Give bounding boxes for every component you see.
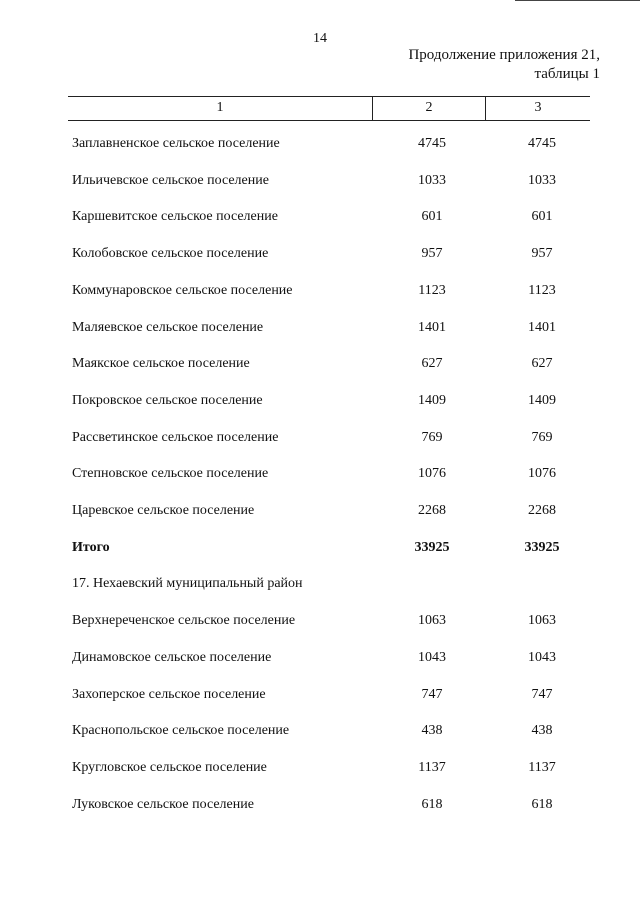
section-title: 17. Нехаевский муниципальный район [72, 576, 303, 591]
table-row [0, 243, 640, 265]
row-value-col2: 1033 [418, 173, 446, 188]
table-row [0, 390, 640, 412]
row-value-col2: 747 [421, 687, 443, 702]
row-name: Покровское сельское поселение [72, 393, 263, 408]
row-value-col2: 1123 [418, 283, 446, 298]
row-value-col3: 33925 [524, 540, 560, 555]
table-row [0, 427, 640, 449]
row-name: Захоперское сельское поселение [72, 687, 266, 702]
table-row [0, 647, 640, 669]
table-row [0, 684, 640, 706]
table-row [0, 206, 640, 228]
table-row [0, 500, 640, 522]
row-value-col2: 2268 [418, 503, 446, 518]
column-header-2: 2 [373, 96, 486, 120]
row-value-col2: 4745 [418, 136, 446, 151]
top-rule [515, 0, 640, 1]
row-value-col2: 957 [421, 246, 443, 261]
row-value-col3: 601 [531, 209, 553, 224]
row-value-col2: 438 [421, 723, 443, 738]
row-name: Маякское сельское поселение [72, 356, 250, 371]
column-header-1: 1 [68, 96, 373, 120]
row-name: Каршевитское сельское поселение [72, 209, 278, 224]
row-value-col2: 33925 [414, 540, 450, 555]
row-value-col3: 1137 [528, 760, 556, 775]
row-name: Рассветинское сельское поселение [72, 430, 279, 445]
page-number: 14 [313, 31, 327, 46]
continuation-line-2: таблицы 1 [534, 66, 600, 82]
row-name: Маляевское сельское поселение [72, 320, 264, 335]
total-row [0, 537, 640, 559]
row-value-col2: 1063 [418, 613, 446, 628]
row-value-col2: 769 [421, 430, 443, 445]
row-value-col2: 1409 [418, 393, 446, 408]
table-row [0, 317, 640, 339]
row-value-col3: 627 [531, 356, 553, 371]
table-row [0, 463, 640, 485]
row-value-col2: 627 [421, 356, 443, 371]
row-value-col3: 747 [531, 687, 553, 702]
table-row [0, 353, 640, 375]
row-name: Верхнереченское сельское поселение [72, 613, 296, 628]
continuation-note [408, 46, 600, 84]
row-name: Заплавненское сельское поселение [72, 136, 280, 151]
row-name: Царевское сельское поселение [72, 503, 255, 518]
table-row [0, 170, 640, 192]
row-value-col2: 1137 [418, 760, 446, 775]
table-row [0, 280, 640, 302]
row-value-col3: 438 [531, 723, 553, 738]
row-value-col3: 2268 [528, 503, 556, 518]
row-name: Динамовское сельское поселение [72, 650, 272, 665]
row-value-col3: 1063 [528, 613, 556, 628]
row-name: Степновское сельское поселение [72, 466, 269, 481]
row-value-col2: 601 [421, 209, 443, 224]
row-value-col3: 769 [531, 430, 553, 445]
row-value-col2: 1401 [418, 320, 446, 335]
row-name: Краснопольское сельское поселение [72, 723, 290, 738]
table-row [0, 133, 640, 155]
row-name: Колобовское сельское поселение [72, 246, 269, 261]
row-value-col3: 1043 [528, 650, 556, 665]
row-value-col2: 618 [421, 797, 443, 812]
row-name: Ильичевское сельское поселение [72, 173, 269, 188]
table-row [0, 757, 640, 779]
continuation-line-1: Продолжение приложения 21, [408, 47, 600, 63]
column-header-3: 3 [534, 100, 542, 115]
row-name: Луковское сельское поселение [72, 797, 254, 812]
table-row [0, 610, 640, 632]
table-column-header [68, 96, 590, 121]
row-value-col2: 1043 [418, 650, 446, 665]
row-value-col3: 1401 [528, 320, 556, 335]
row-value-col3: 618 [531, 797, 553, 812]
table-row [0, 794, 640, 816]
row-value-col3: 1123 [528, 283, 556, 298]
row-value-col3: 1076 [528, 466, 556, 481]
row-value-col3: 1409 [528, 393, 556, 408]
row-name: Коммунаровское сельское поселение [72, 283, 293, 298]
row-value-col2: 1076 [418, 466, 446, 481]
row-value-col3: 1033 [528, 173, 556, 188]
row-value-col3: 957 [531, 246, 553, 261]
row-name: Итого [72, 540, 110, 555]
row-name: Кругловское сельское поселение [72, 760, 267, 775]
table-row [0, 720, 640, 742]
row-value-col3: 4745 [528, 136, 556, 151]
